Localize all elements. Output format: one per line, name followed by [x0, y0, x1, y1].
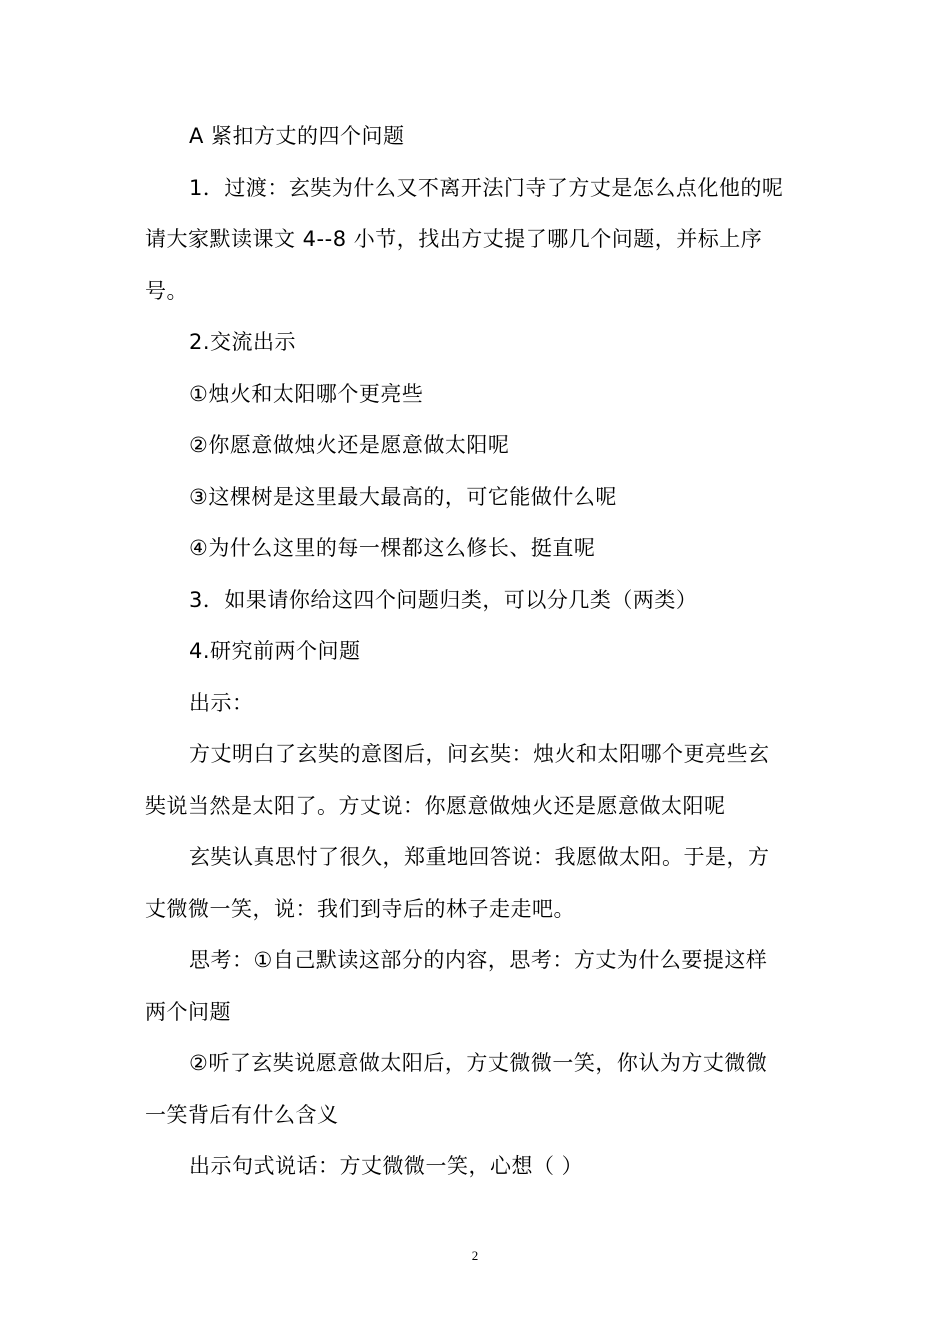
question-item-4: ④为什么这里的每一棵都这么修长、挺直呢 — [189, 536, 596, 560]
paragraph-line: 号。 — [145, 278, 188, 303]
paragraph-line: 出示： — [189, 690, 254, 715]
question-item-3: ③这棵树是这里最大最高的，可它能做什么呢 — [189, 484, 617, 509]
page-number: 2 — [471, 1248, 479, 1263]
document-body — [145, 111, 810, 1193]
question-item-1: ①烛火和太阳哪个更亮些 — [189, 381, 424, 406]
section-heading: A 紧扣方丈的四个问题 — [189, 124, 405, 148]
paragraph-line: 奘说当然是太阳了。方丈说：你愿意做烛火还是愿意做太阳呢 — [145, 793, 726, 818]
paragraph-line: 两个问题 — [145, 999, 231, 1024]
paragraph-line: 丈微微一笑，说：我们到寺后的林子走走吧。 — [145, 896, 575, 921]
paragraph-line: 方丈明白了玄奘的意图后，问玄奘：烛火和太阳哪个更亮些玄 — [189, 742, 770, 766]
paragraph-line: ②听了玄奘说愿意做太阳后，方丈微微一笑，你认为方丈微微 — [189, 1051, 768, 1075]
paragraph-line: 出示句式说话：方丈微微一笑，心想（ ） — [189, 1154, 584, 1178]
paragraph-line: 1．过渡：玄奘为什么又不离开法门寺了方丈是怎么点化他的呢 — [189, 175, 784, 200]
paragraph-line: 请大家默读课文 4--8 小节，找出方丈提了哪几个问题，并标上序 — [145, 227, 763, 251]
question-item-2: ②你愿意做烛火还是愿意做太阳呢 — [189, 433, 510, 457]
paragraph-line: 玄奘认真思忖了很久，郑重地回答说：我愿做太阳。于是，方 — [189, 845, 770, 869]
paragraph-line: 2.交流出示 — [189, 330, 297, 354]
paragraph-line: 3．如果请你给这四个问题归类，可以分几类（两类） — [189, 587, 698, 612]
paragraph-line: 4.研究前两个问题 — [189, 639, 361, 663]
paragraph-line: 一笑背后有什么含义 — [145, 1102, 339, 1127]
paragraph-line: 思考：①自己默读这部分的内容，思考：方丈为什么要提这样 — [189, 948, 768, 972]
